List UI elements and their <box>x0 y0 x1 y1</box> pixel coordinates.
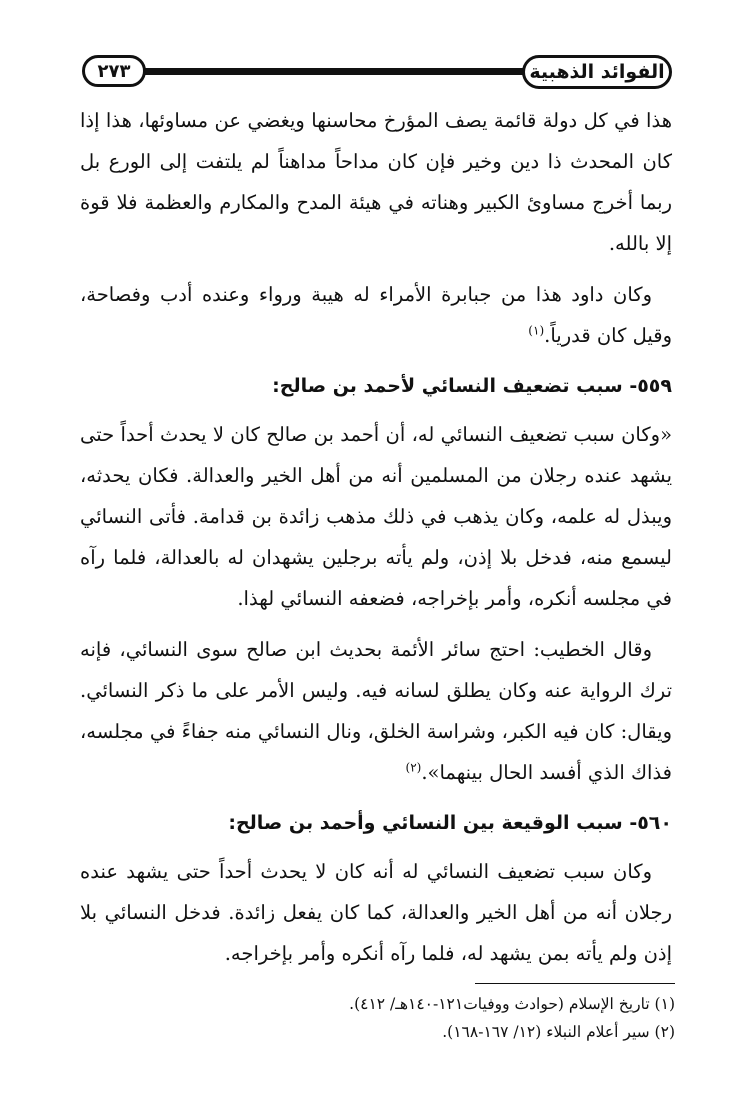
section-heading-560: ٥٦٠- سبب الوقيعة بين النسائي وأحمد بن صالح: <box>228 812 672 834</box>
footnotes <box>80 990 675 1046</box>
section-heading-559: ٥٥٩- سبب تضعيف النسائي لأحمد بن صالح: <box>272 375 672 397</box>
book-title: الفوائد الذهبية <box>522 55 672 89</box>
footnote-1: (١) تاريخ الإسلام (حوادث ووفيات١٢١-١٤٠هـ/ ٤١٢). <box>349 995 675 1013</box>
paragraph-4 <box>80 629 672 793</box>
paragraph-5 <box>80 851 672 974</box>
paragraph-2-text: وكان داود هذا من جبابرة الأمراء له هيبة ورواء وعنده أدب وفصاحة، وقيل كان قدرياً. <box>80 283 672 347</box>
paragraph-5-text: وكان سبب تضعيف النسائي له أنه كان لا يحدث أحداً حتى يشهد عنده رجلان أنه من أهل الخير والعدالة، كما كان يفعل زائدة. فدخل النسائي بلا إذن ولم يأته بمن يشهد له، فلما رآه أنكره وأمر بإخراجه. <box>80 860 672 965</box>
page-body <box>80 100 672 984</box>
footnote-ref-2: (٢) <box>405 760 422 775</box>
page-header <box>82 52 672 92</box>
footnote-ref-1: (١) <box>528 323 545 338</box>
paragraph-1 <box>80 100 672 264</box>
paragraph-1-text: هذا في كل دولة قائمة يصف المؤرخ محاسنها ويغضي عن مساوئها، هذا إذا كان المحدث ذا دين وخير فإن كان مداحاً مداهناً لم يلتفت إلى الورع بل ربما أخرج مساوئ الكبير وهناته في هيئة المدح والمكارم والعظمة فلا قوة إلا بالله. <box>80 109 672 255</box>
paragraph-3-text: «وكان سبب تضعيف النسائي له، أن أحمد بن صالح كان لا يحدث أحداً حتى يشهد عنده رجلان من المسلمين أنه من أهل الخير والعدالة. فكان يحدثه، ويبذل له علمه، وكان يذهب في ذلك مذهب زائدة بن قدامة. فأتى النسائي ليسمع منه، فدخل بلا إذن، ولم يأته برجلين يشهدان له بالعدالة، فلما رآه في مجلسه أنكره، وأمر بإخراجه، فضعفه النسائي لهذا. <box>80 423 672 610</box>
page-number: ٢٧٣ <box>82 55 146 87</box>
paragraph-2 <box>80 274 672 356</box>
footnote-divider <box>475 983 675 984</box>
header-rule <box>112 68 562 75</box>
paragraph-3 <box>80 414 672 619</box>
footnote-2: (٢) سير أعلام النبلاء (١٢/ ١٦٧-١٦٨). <box>442 1023 675 1041</box>
paragraph-4-text: وقال الخطيب: احتج سائر الأئمة بحديث ابن صالح سوى النسائي، فإنه ترك الرواية عنه وكان يطلق لسانه فيه. وليس الأمر على ما ذكر النسائي. ويقال: كان فيه الكبر، وشراسة الخلق، ونال النسائي منه جفاءً في مجلسه، فذاك الذي أفسد الحال بينهما». <box>80 638 672 784</box>
